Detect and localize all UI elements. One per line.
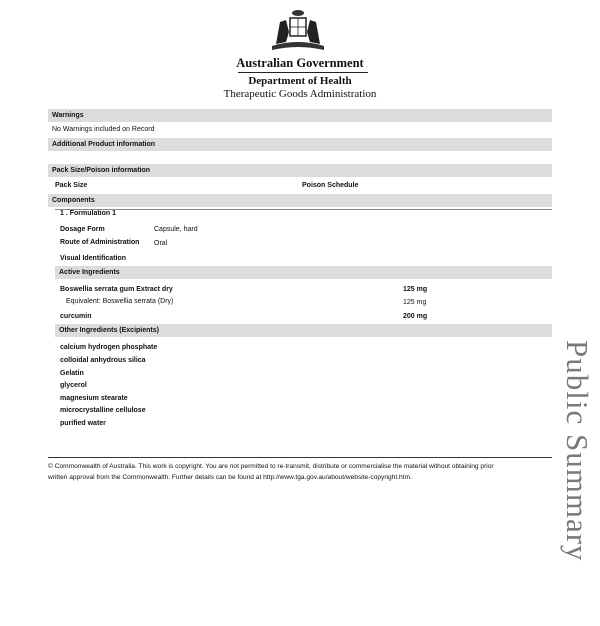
dosage-form-label: Dosage Form (60, 226, 105, 233)
copyright-footer (48, 461, 548, 483)
excipient-item: Gelatin (60, 370, 84, 377)
agency-title: Therapeutic Goods Administration (223, 88, 377, 100)
active-ingredient-name: Boswellia serrata gum Extract dry (60, 286, 173, 293)
excipient-item: colloidal anhydrous silica (60, 357, 146, 364)
active-ingredient-qty: 125 mg (403, 286, 428, 293)
excipient-item: purified water (60, 420, 106, 427)
components-header: Components (48, 194, 552, 207)
watermark-text: Public Summary (560, 340, 595, 562)
formulation-title: 1 . Formulation 1 (60, 210, 117, 217)
excipient-item: calcium hydrogen phosphate (60, 344, 158, 351)
department-title: Department of Health (248, 75, 352, 87)
route-value: Oral (154, 240, 168, 247)
excipient-item: magnesium stearate (60, 395, 128, 402)
dosage-form-value: Capsule, hard (154, 226, 198, 233)
active-ingredient-qty: 125 mg (403, 299, 427, 306)
active-ingredients-header: Active Ingredients (55, 266, 552, 279)
poison-schedule-label: Poison Schedule (302, 182, 359, 189)
copyright-line: written approval from the Commonwealth. Further details can be found at http://www.tga.gov.au/about/website-copyright.htm. (48, 474, 412, 481)
additional-info-header: Additional Product information (48, 138, 552, 151)
active-ingredient-name: Equivalent: Boswellia serrata (Dry) (66, 298, 174, 305)
pack-size-label: Pack Size (55, 182, 88, 189)
pack-size-header: Pack Size/Poison information (48, 164, 552, 177)
government-title: Australian Government (236, 56, 364, 70)
route-label: Route of Administration (60, 239, 140, 246)
warnings-header: Warnings (48, 109, 552, 122)
coat-of-arms-logo (268, 8, 328, 52)
warnings-text: No Warnings included on Record (52, 126, 155, 133)
excipients-header: Other Ingredients (Excipients) (55, 324, 552, 337)
formulation-divider (55, 209, 552, 210)
active-ingredient-name: curcumin (60, 313, 92, 320)
excipient-item: glycerol (60, 382, 87, 389)
footer-divider (48, 457, 552, 458)
copyright-line: © Commonwealth of Australia. This work is copyright. You are not permitted to re-transmit, distribute or commercialise the material without obtaining prior (48, 463, 494, 470)
excipient-item: microcrystalline cellulose (60, 407, 146, 414)
header-divider (238, 72, 368, 73)
visual-identification-label: Visual Identification (60, 255, 126, 262)
active-ingredient-qty: 200 mg (403, 313, 428, 320)
public-summary-watermark (555, 340, 595, 622)
